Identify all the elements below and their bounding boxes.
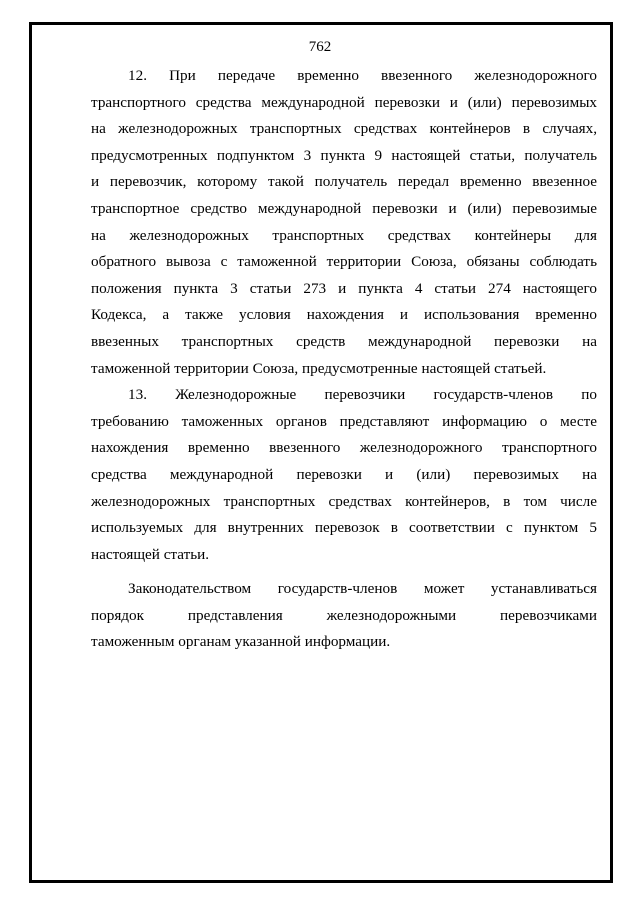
text-line: Кодекса, а также условия нахождения и использования временно [91,306,597,324]
page-number: 762 [308,39,332,55]
paragraph-legislation [91,576,597,656]
paragraph-13 [91,382,597,568]
text-line: 13. Железнодорожные перевозчики государств-членов по [128,386,597,404]
text-line: обратного вывоза с таможенной территории Союза, обязаны соблюдать [91,253,597,271]
text-line: нахождения временно ввезенного железнодорожного транспортного [91,439,597,457]
text-line: и перевозчик, которому такой получатель передал временно ввезенное [91,173,597,191]
document-body [91,63,597,656]
text-line: средства международной перевозки и (или) перевозимых на [91,465,597,483]
text-line: настоящей статьи. [91,545,210,563]
text-line: используемых для внутренних перевозок в соответствии с пунктом 5 [91,519,597,537]
text-line: таможенной территории Союза, предусмотренные настоящей статьей. [91,359,547,377]
paragraph-gap [91,568,597,576]
text-line: Законодательством государств-членов может устанавливаться [128,580,597,598]
text-line: на железнодорожных транспортных средствах контейнеры для [91,226,597,244]
text-line: предусмотренных подпунктом 3 пункта 9 настоящей статьи, получатель [91,146,597,164]
text-line: таможенным органам указанной информации. [91,633,391,651]
text-line: железнодорожных транспортных средствах контейнеров, в том числе [91,492,597,510]
text-line: 12. При передаче временно ввезенного железнодорожного [128,67,597,84]
text-line: на железнодорожных транспортных средствах контейнеров в случаях, [91,120,597,138]
text-line: транспортного средства международной перевозки и (или) перевозимых [91,93,597,111]
text-line: требованию таможенных органов представляют информацию о месте [91,412,597,430]
text-line: порядок представления железнодорожными перевозчиками [91,606,597,624]
text-line: ввезенных транспортных средств международной перевозки на [91,332,597,350]
text-line: положения пункта 3 статьи 273 и пункта 4 статьи 274 настоящего [91,279,597,297]
paragraph-12 [91,63,597,382]
text-line: транспортное средство международной перевозки и (или) перевозимые [91,199,597,217]
